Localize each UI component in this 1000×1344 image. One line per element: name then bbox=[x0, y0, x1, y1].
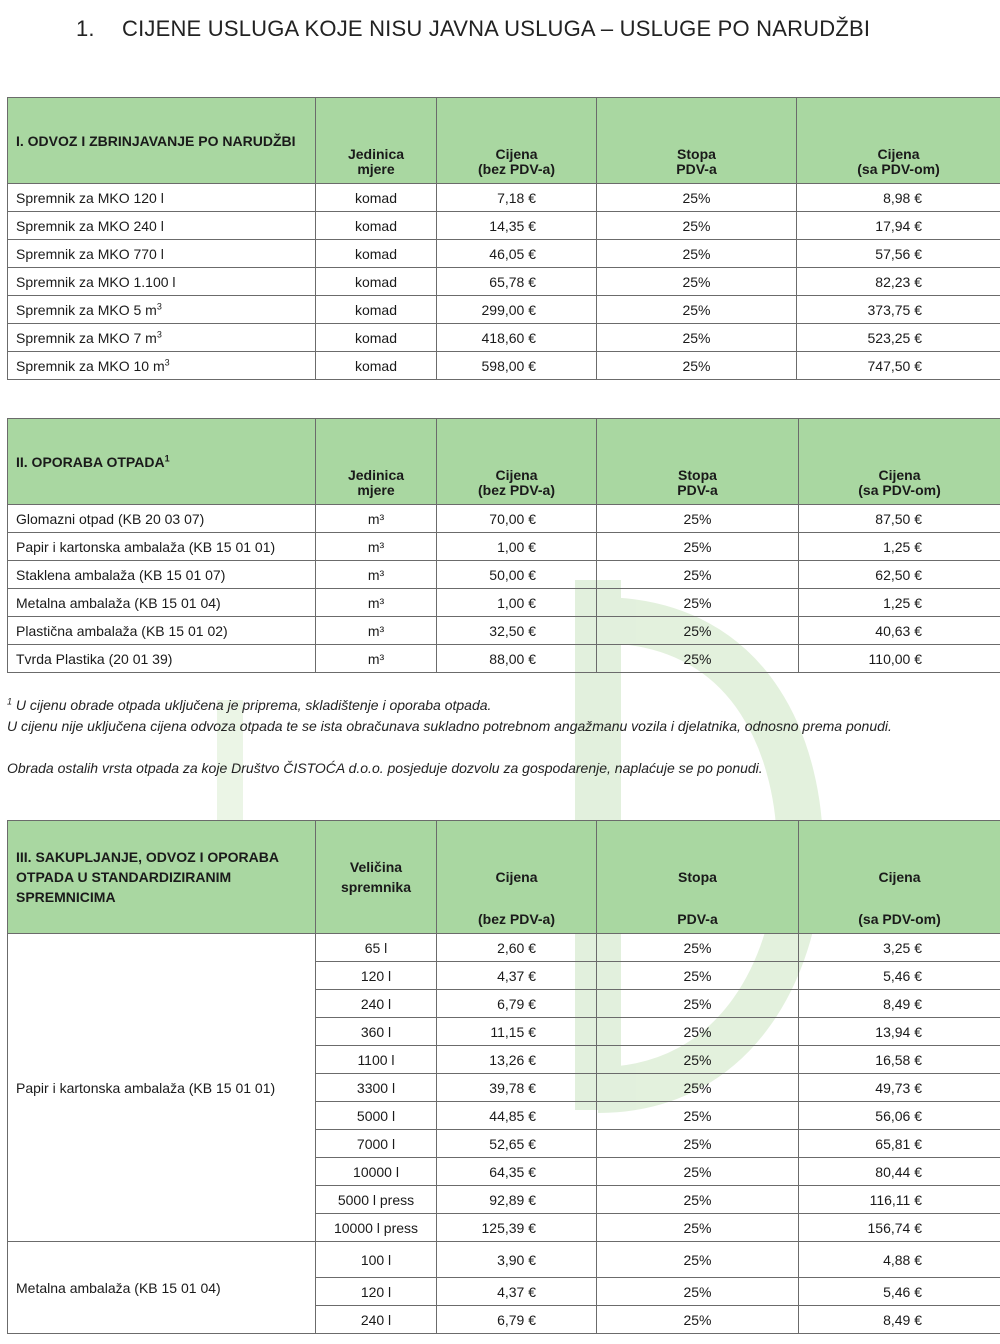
table-odvoz bbox=[7, 97, 1000, 380]
footnote-line-1: $^1$ U cijenu obrade otpada uključena je priprema, skladištenje i oporaba otpada. bbox=[7, 696, 492, 713]
table2-header-unit: Jedinica mjere bbox=[316, 419, 437, 505]
table-row: 360 l 11,15 € 25% 13,94 € bbox=[8, 1018, 1000, 1046]
page-title bbox=[76, 16, 870, 42]
table-row: 5000 l press 92,89 € 25% 116,11 € bbox=[8, 1186, 1000, 1214]
table2-header-total: Cijena (sa PDV-om) bbox=[799, 419, 1000, 505]
table-row: 120 l 4,37 € 25% 5,46 € bbox=[8, 962, 1000, 990]
table-row: Metalna ambalaža (KB 15 01 04) m³ 1,00 € 25% 1,25 € bbox=[8, 589, 1000, 617]
table-row: Tvrda Plastika (20 01 39) m³ 88,00 € 25% 110,00 € bbox=[8, 645, 1000, 673]
footnote-line-2: U cijenu nije uključena cijena odvoza otpada te se ista obračunava sukladno potrebnom angažmanu vozila i djelatnika, odnosno prema ponudi. bbox=[7, 718, 892, 734]
table3-title: III. SAKUPLJANJE, ODVOZ I OPORABA OTPADA U STANDARDIZIRANIM SPREMNICIMA bbox=[8, 821, 316, 934]
table-row: Spremnik za MKO 10 $m^3$ komad 598,00 € 25% 747,50 € bbox=[8, 352, 1000, 380]
table-row: Spremnik za MKO 5 $m^3$ komad 299,00 € 25% 373,75 € bbox=[8, 296, 1000, 324]
table1-header-price: Cijena (bez PDV-a) bbox=[437, 98, 597, 184]
table-row: 5000 l 44,85 € 25% 56,06 € bbox=[8, 1102, 1000, 1130]
table2-header-rate: Stopa PDV-a bbox=[597, 419, 799, 505]
table3-header-rate: Stopa PDV-a bbox=[597, 821, 799, 934]
table-row: Glomazni otpad (KB 20 03 07) m³ 70,00 € 25% 87,50 € bbox=[8, 505, 1000, 533]
table-row: Plastična ambalaža (KB 15 01 02) m³ 32,50 € 25% 40,63 € bbox=[8, 617, 1000, 645]
group-metal: Metalna ambalaža (KB 15 01 04) bbox=[8, 1242, 316, 1334]
table3-header-total: Cijena (sa PDV-om) bbox=[799, 821, 1000, 934]
table-row: 120 l 4,37 € 25% 5,46 € bbox=[8, 1278, 1000, 1306]
table-oporaba bbox=[7, 418, 1000, 673]
table-row: 1100 l 13,26 € 25% 16,58 € bbox=[8, 1046, 1000, 1074]
table-row: 240 l 6,79 € 25% 8,49 € bbox=[8, 990, 1000, 1018]
table-row: 240 l 6,79 € 25% 8,49 € bbox=[8, 1306, 1000, 1334]
table-row: Papir i kartonska ambalaža (KB 15 01 01) 65 l 2,60 € 25% 3,25 € bbox=[8, 934, 1000, 962]
table3-header-price: Cijena (bez PDV-a) bbox=[437, 821, 597, 934]
table-sakupljanje bbox=[7, 820, 1000, 1334]
table-row: 10000 l press 125,39 € 25% 156,74 € bbox=[8, 1214, 1000, 1242]
table2-header-price: Cijena (bez PDV-a) bbox=[437, 419, 597, 505]
table1-header-rate: Stopa PDV-a bbox=[597, 98, 797, 184]
footnotes bbox=[7, 695, 997, 779]
table-row: Staklena ambalaža (KB 15 01 07) m³ 50,00 € 25% 62,50 € bbox=[8, 561, 1000, 589]
table1-header-unit: Jedinica mjere bbox=[316, 98, 437, 184]
table-row: 10000 l 64,35 € 25% 80,44 € bbox=[8, 1158, 1000, 1186]
table1-title: I. ODVOZ I ZBRINJAVANJE PO NARUDŽBI bbox=[8, 98, 316, 184]
table-row: Spremnik za MKO 7 $m^3$ komad 418,60 € 25% 523,25 € bbox=[8, 324, 1000, 352]
table3-header-size: Veličina spremnika bbox=[316, 821, 437, 934]
table-row: Spremnik za MKO 770 l komad 46,05 € 25% 57,56 € bbox=[8, 240, 1000, 268]
table-row: Metalna ambalaža (KB 15 01 04) 100 l 3,90 € 25% 4,88 € bbox=[8, 1242, 1000, 1278]
footnote-line-3: Obrada ostalih vrsta otpada za koje Društvo ČISTOĆA d.o.o. posjeduje dozvolu za gospodarenje, naplaćuje se po ponudi. bbox=[7, 760, 763, 776]
table1-header-total: Cijena (sa PDV-om) bbox=[797, 98, 1000, 184]
group-papir: Papir i kartonska ambalaža (KB 15 01 01) bbox=[8, 934, 316, 1242]
table-row: 3300 l 39,78 € 25% 49,73 € bbox=[8, 1074, 1000, 1102]
table-row: Papir i kartonska ambalaža (KB 15 01 01) m³ 1,00 € 25% 1,25 € bbox=[8, 533, 1000, 561]
table-row: Spremnik za MKO 120 l komad 7,18 € 25% 8,98 € bbox=[8, 184, 1000, 212]
table-row: Spremnik za MKO 1.100 l komad 65,78 € 25% 82,23 € bbox=[8, 268, 1000, 296]
table2-title: II. OPORABA OTPADA$^1$ bbox=[8, 419, 316, 505]
section-title: CIJENE USLUGA KOJE NISU JAVNA USLUGA – USLUGE PO NARUDŽBI bbox=[122, 16, 871, 41]
table-row: 7000 l 52,65 € 25% 65,81 € bbox=[8, 1130, 1000, 1158]
table-row: Spremnik za MKO 240 l komad 14,35 € 25% 17,94 € bbox=[8, 212, 1000, 240]
section-number: 1. bbox=[76, 16, 95, 41]
